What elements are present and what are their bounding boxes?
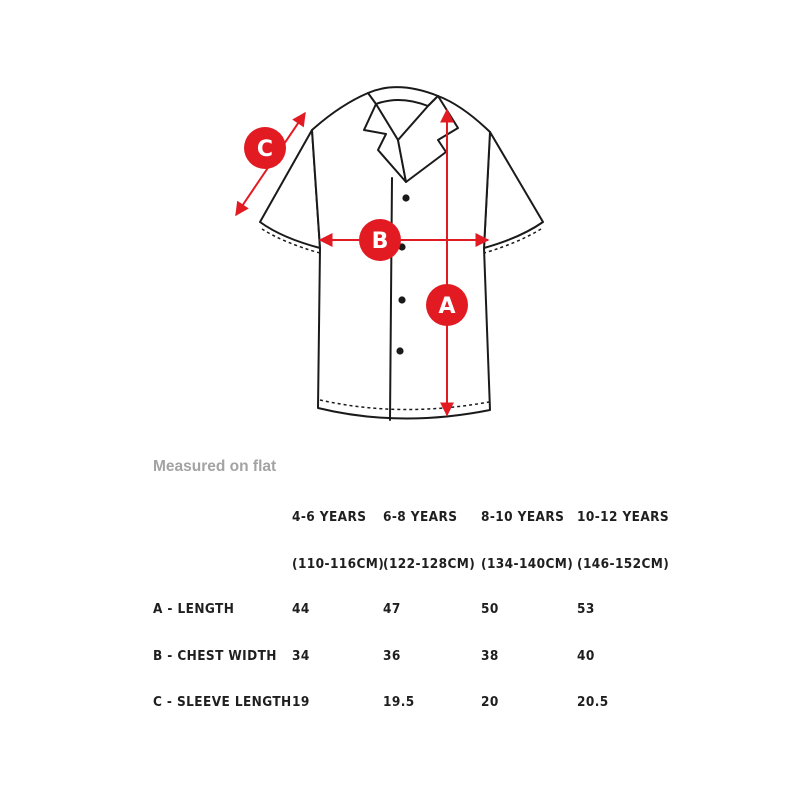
table-cell: 34 (292, 648, 310, 664)
row-label-sleeve-length: C - SLEEVE LENGTH (153, 694, 292, 710)
column-header-years: 10-12 YEARS (577, 509, 670, 525)
table-cell: 19 (292, 694, 310, 710)
badge-length-letter: A (438, 294, 456, 319)
button (398, 296, 405, 303)
table-cell: 44 (292, 601, 310, 617)
column-header-height: (122-128CM) (383, 556, 476, 572)
table-cell: 19.5 (383, 694, 415, 710)
table-cell: 53 (577, 601, 595, 617)
column-header-years: 8-10 YEARS (481, 509, 565, 525)
table-cell: 50 (481, 601, 499, 617)
table-cell: 36 (383, 648, 401, 664)
badge-sleeve-length (244, 127, 286, 169)
measured-on-flat-caption: Measured on flat (153, 458, 277, 475)
table-cell: 38 (481, 648, 499, 664)
table-cell: 47 (383, 601, 401, 617)
badge-chest-width-letter: B (371, 229, 389, 254)
column-header-height: (134-140CM) (481, 556, 574, 572)
right-sleeve (484, 132, 543, 248)
badge-sleeve-length-letter: C (256, 137, 274, 162)
column-header-height: (110-116CM) (292, 556, 385, 572)
table-cell: 20 (481, 694, 499, 710)
table-cell: 20.5 (577, 694, 609, 710)
row-label-length: A - LENGTH (153, 601, 235, 617)
badge-chest-width (359, 219, 401, 261)
badge-length (426, 284, 468, 326)
button (402, 194, 409, 201)
column-header-height: (146-152CM) (577, 556, 670, 572)
table-cell: 40 (577, 648, 595, 664)
column-header-years: 6-8 YEARS (383, 509, 458, 525)
shirt-outline (260, 87, 543, 420)
button (396, 347, 403, 354)
row-label-chest-width: B - CHEST WIDTH (153, 648, 277, 664)
column-header-years: 4-6 YEARS (292, 509, 367, 525)
